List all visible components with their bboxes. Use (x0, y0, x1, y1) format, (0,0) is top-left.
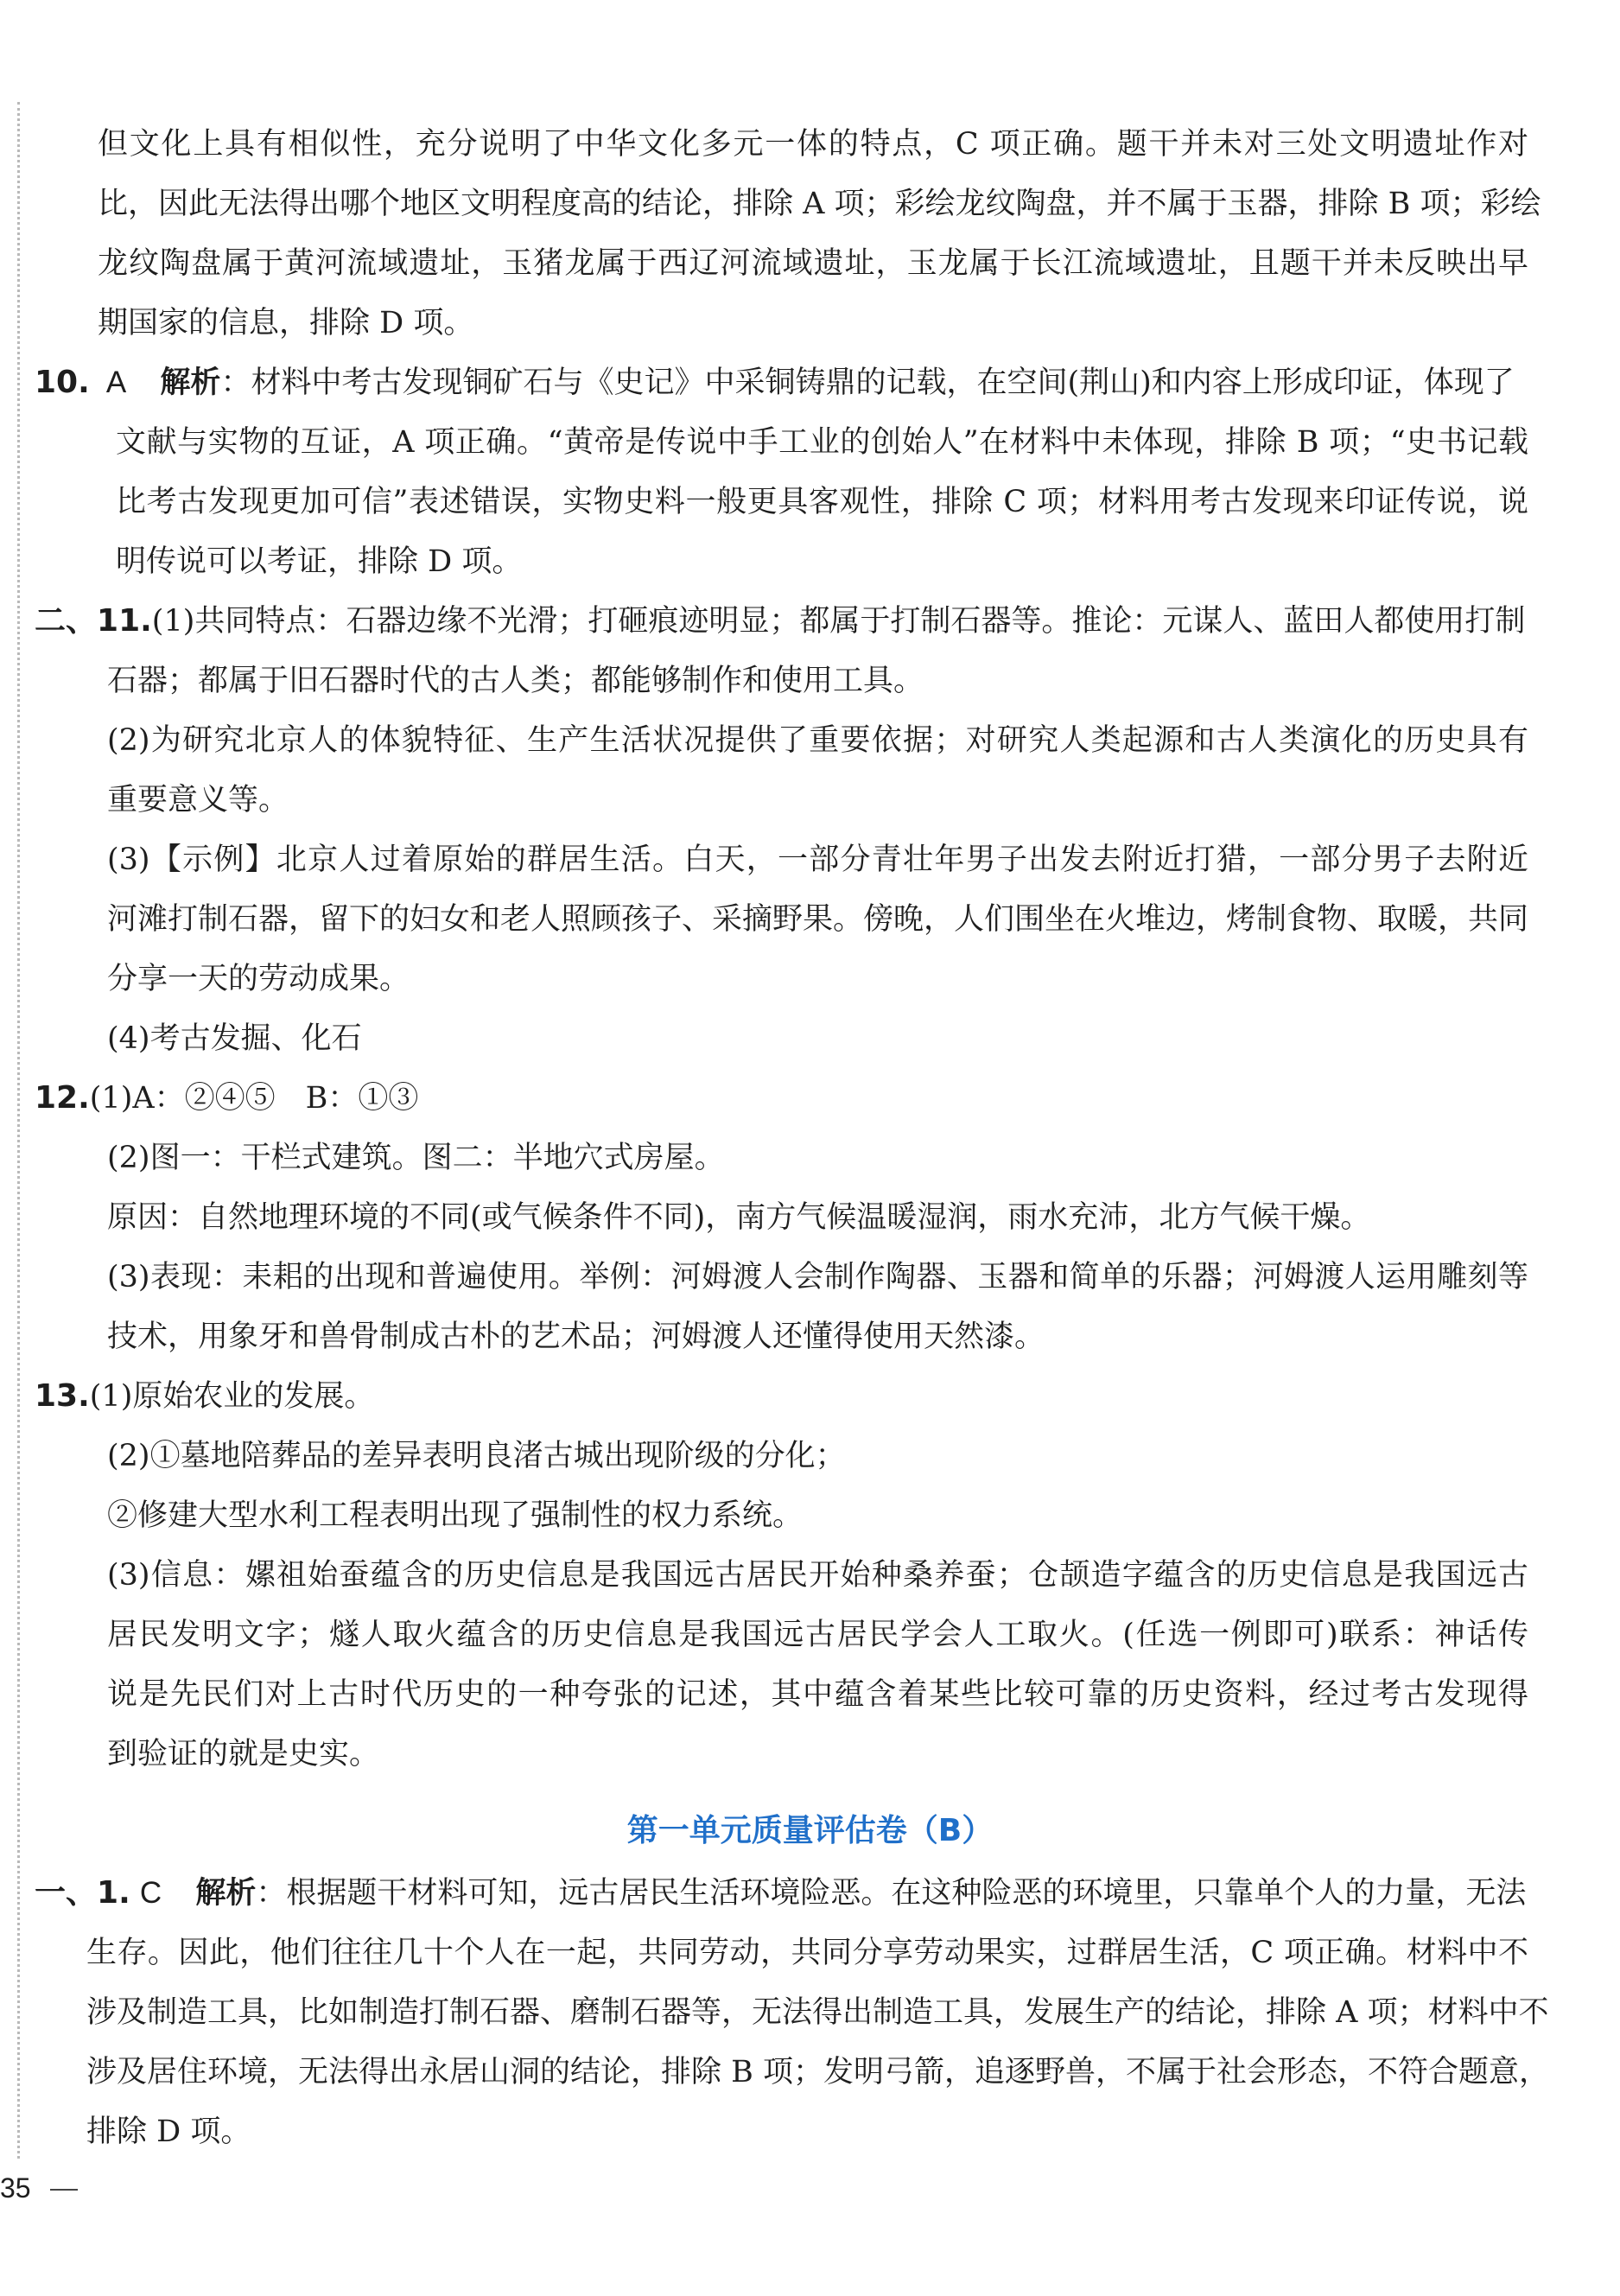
b-q1-line-3: 涉及制造工具，比如制造打制石器、磨制石器等，无法得出制造工具，发展生产的结论，排除 A 项；材料中不 (86, 1995, 1549, 2030)
b-q1-line-4: 涉及居住环境，无法得出永居山洞的结论，排除 B 项；发明弓箭，追逐野兽，不属于社会形态，不符合题意， (86, 2055, 1549, 2089)
q12-p2b: 原因：自然地理环境的不同(或气候条件不同)，南方气候温暖湿润，雨水充沛，北方气候干燥。 (107, 1200, 1371, 1235)
page-number: 35 (0, 2172, 31, 2204)
q10-line-3: 比考古发现更加可信”表述错误，实物史料一般更具客观性，排除 C 项；材料用考古发现来印证传说，说 (116, 485, 1528, 519)
q12-first-line (35, 1077, 418, 1120)
q12-number: 12. (35, 1080, 90, 1116)
q13-p3-line-3: 说是先民们对上古时代历史的一种夸张的记述，其中蕴含着某些比较可靠的历史资料，经过考古发现得 (107, 1677, 1528, 1712)
q11-p3-line-1: (3)【示例】北京人过着原始的群居生活。白天，一部分青壮年男子出发去附近打猎，一部分男子去附近 (107, 843, 1528, 877)
q13-p3-line-2: 居民发明文字；燧人取火蕴含的历史信息是我国远古居民学会人工取火。(任选一例即可)联系：神话传 (107, 1618, 1528, 1652)
b-q1-line-2: 生存。因此，他们往往几十个人在一起，共同劳动，共同分享劳动果实，过群居生活，C 项正确。材料中不 (86, 1936, 1528, 1970)
q13-first-line (35, 1375, 374, 1418)
q12-p2: (2)图一：干栏式建筑。图二：半地穴式房屋。 (107, 1141, 725, 1175)
q13-p2b: ②修建大型水利工程表明出现了强制性的权力系统。 (107, 1498, 804, 1533)
q11-p4: (4)考古发掘、化石 (107, 1021, 362, 1056)
q11-p2-line-1: (2)为研究北京人的体貌特征、生产生活状况提供了重要依据；对研究人类起源和古人类演化的历史具有 (107, 723, 1528, 758)
q9-line-3: 龙纹陶盘属于黄河流域遗址，玉猪龙属于西辽河流域遗址，玉龙属于长江流域遗址，且题干并未反映出早 (98, 246, 1528, 281)
q11-p3-line-2: 河滩打制石器，留下的妇女和老人照顾孩子、采摘野果。傍晚，人们围坐在火堆边，烤制食物、取暖，共同 (107, 902, 1529, 937)
q9-line-4: 期国家的信息，排除 D 项。 (98, 306, 474, 340)
q9-line-1: 但文化上具有相似性，充分说明了中华文化多元一体的特点，C 项正确。题干并未对三处文明遗址作对 (98, 127, 1528, 162)
q13-p3-line-4: 到验证的就是史实。 (107, 1737, 380, 1771)
b-q1-line-1: ：根据题干材料可知，远古居民生活环境险恶。在这种险恶的环境里，只靠单个人的力量，无法 (256, 1876, 1527, 1911)
b-q1-first-line (35, 1872, 1526, 1915)
b-q1-answer: C (139, 1876, 162, 1910)
page-number-dash (50, 2189, 78, 2191)
q11-p2-line-2: 重要意义等。 (107, 783, 289, 817)
q12-p3-line-2: 技术，用象牙和兽骨制成古朴的艺术品；河姆渡人还懂得使用天然漆。 (107, 1320, 1045, 1354)
q11-section-marker: 二、 (35, 603, 98, 639)
q13-p2: (2)①墓地陪葬品的差异表明良渚古城出现阶级的分化； (107, 1439, 846, 1473)
q10-line-2: 文献与实物的互证，A 项正确。“黄帝是传说中手工业的创始人”在材料中未体现，排除 B 项；“史书记载 (116, 425, 1528, 460)
b-q1-analysis-label: 解析 (195, 1876, 257, 1911)
q9-line-2: 比，因此无法得出哪个地区文明程度高的结论，排除 A 项；彩绘龙纹陶盘，并不属于玉器，排除 B 项；彩绘 (98, 187, 1541, 221)
q10-line-1: ：材料中考古发现铜矿石与《史记》中采铜铸鼎的记载，在空间(荆山)和内容上形成印证，体现了 (220, 366, 1515, 400)
q11-number: 11. (97, 603, 152, 639)
q13-p1: (1)原始农业的发展。 (89, 1379, 375, 1414)
q11-p3-line-3: 分享一天的劳动成果。 (107, 962, 410, 996)
q10-answer: A (105, 366, 127, 399)
q10-analysis-label: 解析 (160, 366, 221, 400)
q12-p1: (1)A：②④⑤ B：①③ (89, 1081, 419, 1116)
q11-p1-line-1: (1)共同特点：石器边缘不光滑；打砸痕迹明显；都属于打制石器等。推论：元谋人、蓝田人都使用打制 (151, 604, 1526, 639)
q10-first-line (35, 361, 1515, 404)
q10-number: 10. (35, 365, 90, 400)
q13-p3-line-1: (3)信息：嫘祖始蚕蕴含的历史信息是我国远古居民开始种桑养蚕；仓颉造字蕴含的历史信息是我国远古 (107, 1558, 1528, 1593)
q12-p3-line-1: (3)表现：耒耜的出现和普遍使用。举例：河姆渡人会制作陶器、玉器和简单的乐器；河姆渡人运用雕刻等 (107, 1260, 1528, 1294)
b-q1-number: 1. (97, 1875, 130, 1911)
q13-number: 13. (35, 1378, 90, 1414)
q11-first-line (35, 600, 1525, 643)
section-title: 第一单元质量评估卷（B） (626, 1813, 994, 1848)
q10-line-4: 明传说可以考证，排除 D 项。 (116, 544, 523, 579)
b-q1-section-marker: 一、 (35, 1875, 98, 1911)
b-q1-line-5: 排除 D 项。 (86, 2115, 251, 2149)
q11-p1-line-2: 石器；都属于旧石器时代的古人类；都能够制作和使用工具。 (107, 664, 924, 698)
